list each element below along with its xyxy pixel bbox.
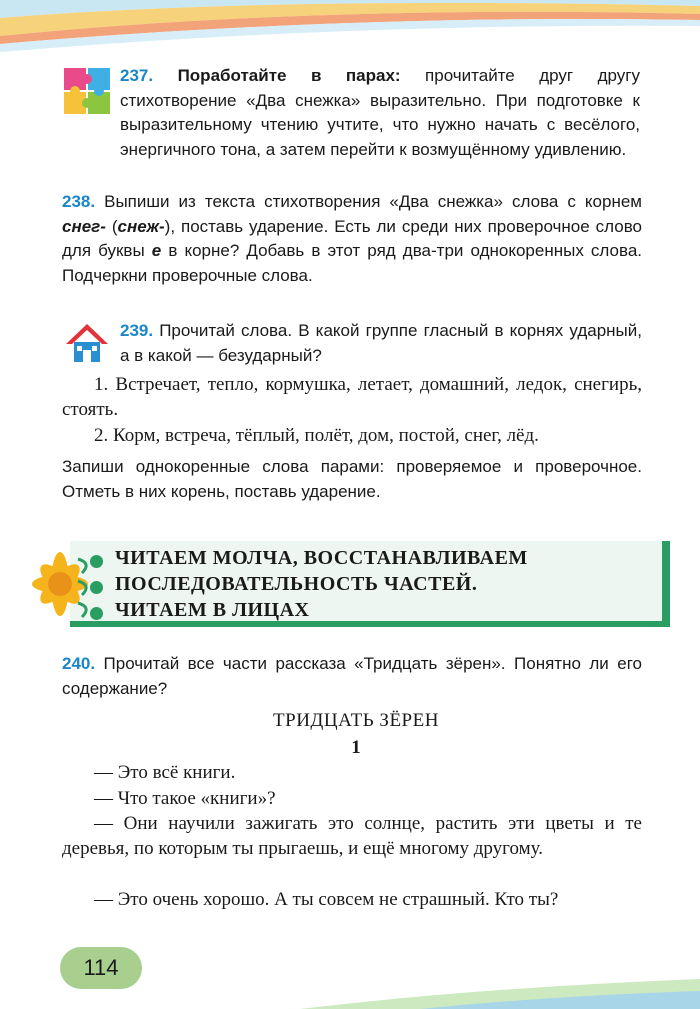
bottom-decorative-wave: [0, 969, 700, 1009]
word-group-2: 2. Корм, встреча, тёплый, полёт, дом, постой, снег, лёд.: [94, 425, 539, 446]
story-paragraph: — Что такое «книги»?: [94, 788, 276, 809]
exercise-text: Прочитай слова. В какой группе гласный в корнях ударный, а в какой — безударный?: [120, 321, 642, 365]
banner-bullet: [90, 555, 103, 568]
banner-line-1: ЧИТАЕМ МОЛЧА, ВОССТАНАВЛИВАЕМ: [115, 547, 528, 569]
story-paragraph: — Это всё книги.: [94, 762, 236, 783]
exercise-number: 240.: [62, 654, 96, 673]
exercise-237: [120, 64, 640, 162]
page-number-badge: 114: [60, 947, 142, 989]
exercise-number: 238.: [62, 192, 96, 211]
story-part-number: 1: [351, 737, 361, 758]
home-task-icon: [64, 322, 110, 364]
exercise-239: [120, 319, 642, 368]
puzzle-pair-work-icon: [62, 66, 112, 116]
exercise-238: [62, 190, 642, 288]
exercise-text: прочитайте друг другу стихотворение «Два снежка» выразительно. При подготовке к выразительному чтению учтите, что нужно начать с весёлого, энергичного тона, а затем перейти к возмущённому удивлению.: [120, 66, 640, 159]
exercise-text: ), поставь ударение. Есть ли среди них проверочное слово для буквы: [62, 216, 642, 260]
exercise-number: 239.: [120, 321, 154, 340]
banner-bullet: [90, 581, 103, 594]
letter-e: е: [151, 241, 162, 260]
story-paragraph: — Это очень хорошо. А ты совсем не страшный. Кто ты?: [94, 889, 559, 910]
exercise-240: [62, 652, 642, 701]
exercise-text: (: [105, 216, 118, 236]
word-group-1: 1. Встречает, тепло, кормушка, летает, домашний, ледок, снегирь, стоять.: [62, 374, 642, 420]
banner-line-2: ПОСЛЕДОВАТЕЛЬНОСТЬ ЧАСТЕЙ.: [115, 573, 478, 595]
root-sneg: снег-: [62, 216, 106, 236]
section-banner: [30, 533, 680, 633]
banner-bullet: [90, 607, 103, 620]
story-paragraph: — Они научили зажигать это солнце, растить эти цветы и те деревья, по которым ты прыгаешь, и ещё многому другому.: [62, 813, 642, 859]
exercise-text: Прочитай все части рассказа «Тридцать зёрен». Понятно ли его содержание?: [62, 654, 642, 698]
story-title: ТРИДЦАТЬ ЗЁРЕН: [273, 710, 439, 731]
exercise-text: в корне? Добавь в этот ряд два-три однокоренных слова. Подчеркни проверочные слова.: [62, 241, 642, 285]
root-snezh: снеж-: [117, 216, 165, 236]
exercise-bold-instruction: Поработайте в парах:: [177, 66, 401, 85]
top-decorative-stripes: [0, 0, 700, 60]
banner-line-3: ЧИТАЕМ В ЛИЦАХ: [115, 599, 310, 621]
exercise-text: Выпиши из текста стихотворения «Два снежка» слова с корнем: [95, 192, 642, 211]
exercise-239-task: Запиши однокоренные слова парами: проверяемое и проверочное. Отметь в них корень, поставь ударение.: [62, 457, 642, 501]
exercise-number: 237.: [120, 66, 154, 85]
